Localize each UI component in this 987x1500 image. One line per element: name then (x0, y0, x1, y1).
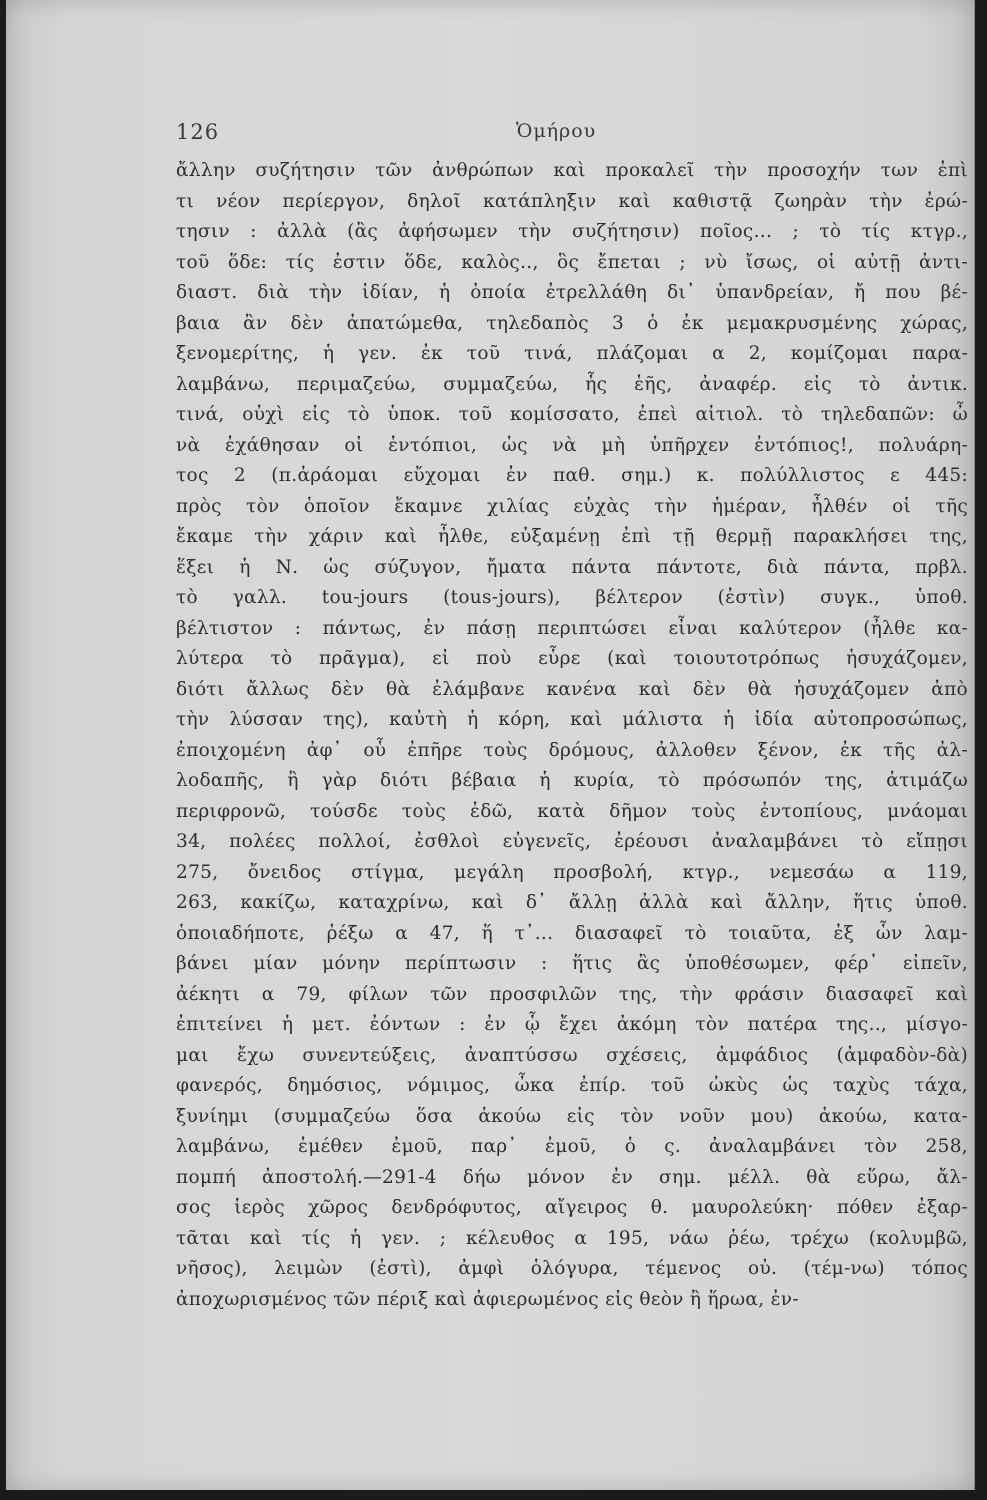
text-line: 275, ὄνειδος στίγμα, μεγάλη προσβολή, κτγρ., νεμεσάω α 119, (176, 861, 968, 883)
text-line: ὁποιαδήποτε, ῥέξω α 47, ἥ τ᾽... διασαφεῖ τὸ τοιαῦτα, ἐξ ὧν λαμ- (176, 922, 968, 944)
text-line: 34, πολέες πολλοί, ἐσθλοὶ εὐγενεῖς, ἐρέουσι ἀναλαμβάνει τὸ εἴπῃσι (176, 831, 968, 852)
text-line: ξενομερίτης, ἡ γεν. ἐκ τοῦ τινά, πλάζομαι α 2, κομίζομαι παρα- (176, 343, 968, 364)
text-line: βέλτιστον : πάντως, ἐν πάσῃ περιπτώσει εἶναι καλύτερον (ἦλθε κα- (176, 617, 968, 639)
text-line: πρὸς τὸν ὁποῖον ἔκαμνε χιλίας εὐχὰς τὴν ἡμέραν, ἦλθέν οἱ τῆς (176, 495, 968, 517)
text-line: ἄλλην συζήτησιν τῶν ἀνθρώπων καὶ προκαλεῖ τὴν προσοχήν των ἐπὶ (176, 160, 968, 181)
text-line: μαι ἔχω συνεντεύξεις, ἀναπτύσσω σχέσεις, ἀμφάδιος (ἀμφαδὸν-δὰ) (176, 1044, 968, 1066)
text-line: διότι ἄλλως δὲν θὰ ἐλάμβανε κανένα καὶ δὲν θὰ ἡσυχάζομεν ἀπὸ (176, 678, 968, 700)
text-line: ξυνίημι (συμμαζεύω ὅσα ἀκούω εἰς τὸν νοῦν μου) ἀκούω, κατα- (176, 1105, 968, 1127)
text-line: τᾶται καὶ τίς ἡ γεν. ; κέλευθος α 195, νάω ῥέω, τρέχω (κολυμβῶ, (176, 1227, 968, 1249)
book-page (6, 0, 975, 1490)
text-line: λοδαπῆς, ἢ γὰρ διότι βέβαια ἡ κυρία, τὸ πρόσωπόν της, ἀτιμάζω (176, 770, 968, 791)
text-line: τὴν λύσσαν της), καὐτὴ ἡ κόρη, καὶ μάλιστα ἡ ἰδία αὐτοπροσώπως, (176, 709, 968, 730)
text-line: περιφρονῶ, τούσδε τοὺς ἐδῶ, κατὰ δῆμον τοὺς ἐντοπίους, μνάομαι (176, 800, 968, 822)
text-line: ἀέκητι α 79, φίλων τῶν προσφιλῶν της, τὴν φράσιν διασαφεῖ καὶ (176, 983, 968, 1005)
text-line: λαμβάνω, ἐμέθεν ἐμοῦ, παρ᾽ ἐμοῦ, ὁ ς. ἀναλαμβάνει τὸν 258, (176, 1136, 968, 1157)
text-line: διαστ. διὰ τὴν ἰδίαν, ἡ ὁποία ἐτρελλάθη δι᾽ ὑπανδρείαν, ἤ που βέ- (176, 282, 968, 303)
text-line: τοῦ ὅδε: τίς ἐστιν ὅδε, καλὸς.., ὃς ἔπεται ; νὺ ἴσως, οἱ αὐτῇ ἀντι- (176, 251, 968, 273)
running-head: Ὁμήρου (516, 120, 597, 142)
text-line: πομπή ἀποστολή.—291-4 δήω μόνον ἐν σημ. μέλλ. θὰ εὕρω, ἄλ- (176, 1166, 968, 1188)
page-number: 126 (176, 120, 220, 144)
text-line: λαμβάνω, περιμαζεύω, συμμαζεύω, ἧς ἑῆς, ἀναφέρ. εἰς τὸ ἀντικ. (176, 373, 968, 395)
text-line: βάνει μίαν μόνην περίπτωσιν : ἥτις ἂς ὑποθέσωμεν, φέρ᾽ εἰπεῖν, (176, 953, 968, 974)
page-header (176, 120, 904, 150)
text-line: φανερός, δημόσιος, νόμιμος, ὦκα ἐπίρ. τοῦ ὠκὺς ὡς ταχὺς τάχα, (176, 1075, 968, 1096)
text-line: νὰ ἐχάθησαν οἱ ἐντόπιοι, ὡς νὰ μὴ ὑπῆρχεν ἐντόπιος!, πολυάρη- (176, 434, 968, 456)
text-line: βαια ἂν δὲν ἀπατώμεθα, τηλεδαπὸς 3 ὁ ἐκ μεμακρυσμένης χώρας, (176, 312, 968, 334)
text-line: τος 2 (π.ἀράομαι εὔχομαι ἐν παθ. σημ.) κ. πολύλλιστος ε 445: (176, 465, 968, 486)
commentary-text (176, 156, 968, 1315)
text-line: τινά, οὐχὶ εἰς τὸ ὑποκ. τοῦ κομίσσατο, ἐπεὶ αἰτιολ. τὸ τηλεδαπῶν: ὦ (176, 404, 968, 425)
text-line: τησιν : ἀλλὰ (ἂς ἀφήσωμεν τὴν συζήτησιν) ποῖος... ; τὸ τίς κτγρ., (176, 221, 968, 242)
text-line: τὸ γαλλ. tou-jours (tous-jours), βέλτερον (ἐστὶν) συγκ., ὑποθ. (176, 587, 968, 608)
text-line: ἀποχωρισμένος τῶν πέριξ καὶ ἀφιερωμένος εἰς θεὸν ἢ ἥρωα, ἐν- (176, 1288, 799, 1310)
text-line: νῆσος), λειμὼν (ἐστὶ), ἀμφὶ ὁλόγυρα, τέμενος οὐ. (τέμ-νω) τόπος (176, 1258, 968, 1279)
text-line: ἔκαμε τὴν χάριν καὶ ἦλθε, εὐξαμένῃ ἐπὶ τῇ θερμῇ παρακλήσει της, (176, 526, 968, 547)
text-line: 263, κακίζω, καταχρίνω, καὶ δ᾽ ἄλλῃ ἀλλὰ καὶ ἄλλην, ἥτις ὑποθ. (176, 892, 968, 913)
text-line: λύτερα τὸ πρᾶγμα), εἰ ποὺ εὗρε (καὶ τοιουτοτρόπως ἡσυχάζομεν, (176, 648, 968, 669)
text-line: ἕξει ἡ Ν. ὡς σύζυγον, ἤματα πάντα πάντοτε, διὰ πάντα, πρβλ. (176, 556, 968, 578)
text-line: ἐποιχομένη ἀφ᾽ οὗ ἐπῆρε τοὺς δρόμους, ἀλλοθεν ξένον, ἐκ τῆς ἀλ- (176, 739, 968, 761)
text-line: ἐπιτείνει ἡ μετ. ἐόντων : ἐν ᾧ ἔχει ἀκόμη τὸν πατέρα της.., μίσγο- (176, 1014, 968, 1035)
text-line: τι νέον περίεργον, δηλοῖ κατάπληξιν καὶ καθιστᾷ ζωηρὰν τὴν ἐρώ- (176, 190, 968, 212)
text-line: σος ἱερὸς χῶρος δενδρόφυτος, αἴγειρος θ. μαυρολεύκη· πόθεν ἐξαρ- (176, 1197, 968, 1218)
